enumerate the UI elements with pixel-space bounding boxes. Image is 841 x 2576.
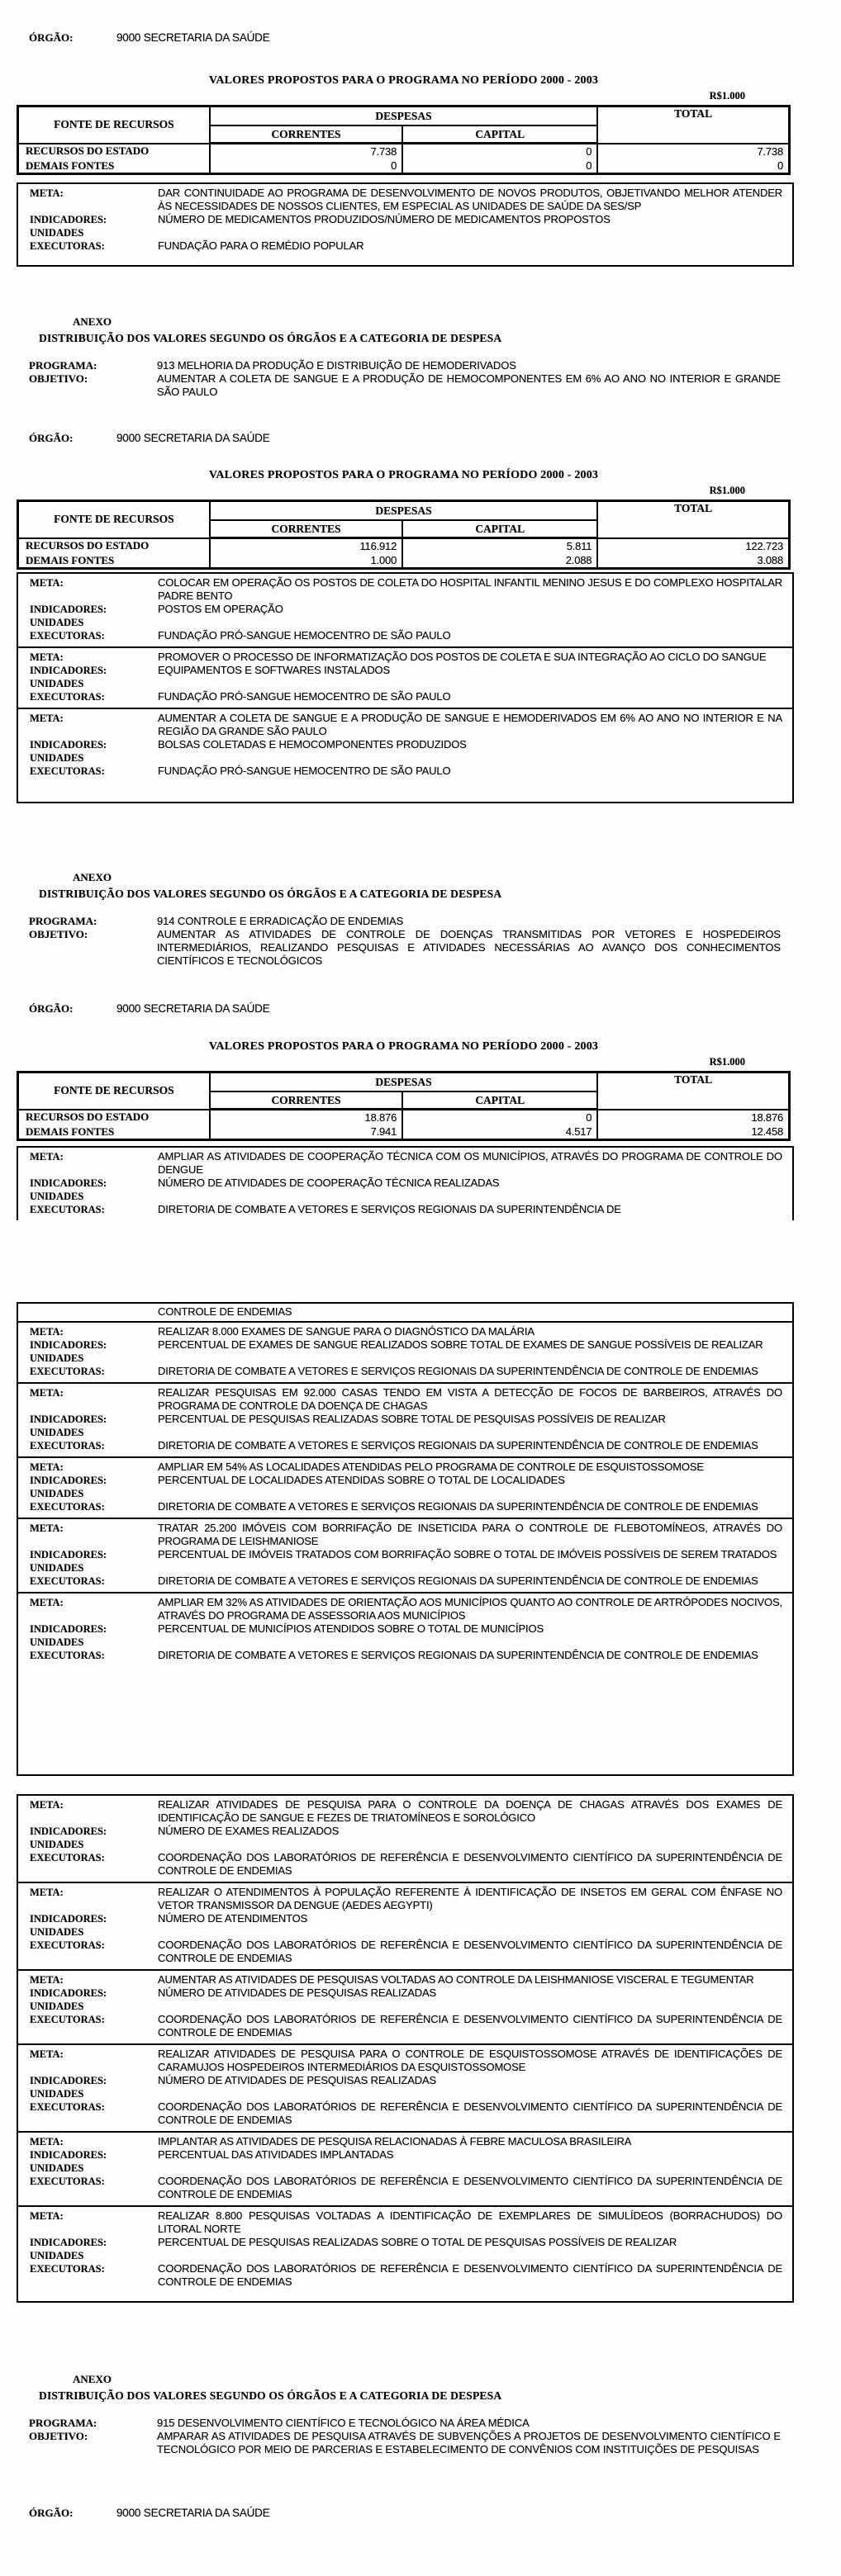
objetivo-value: AUMENTAR A COLETA DE SANGUE E A PRODUÇÃO DE HEMOCOMPONENTES EM 6% AO ANO NO INTERIOR E GRANDE SÃO PAULO [157,372,781,398]
correntes-cell: 18.876 [210,1110,402,1125]
executoras-label: EXECUTORAS: [30,2014,105,2025]
indicadores-text: PERCENTUAL DE PESQUISAS REALIZADAS SOBRE TOTAL DE PESQUISAS POSSÍVEIS DE REALIZAR [158,1413,666,1425]
meta-text: REALIZAR ATIVIDADES DE PESQUISA PARA O CONTROLE DA DOENÇA DE CHAGAS ATRAVÉS DOS EXAMES DE IDENTIFICAÇÃO DE SANGUE E FEZES DE TRIATOMÍNEOS E SOROLÓGICO [158,1798,782,1824]
programa-label: PROGRAMA: [29,359,97,372]
header-despesas: DESPESAS [210,501,598,521]
indicadores-label: INDICADORES: [30,1825,107,1837]
meta-group [18,1456,792,1518]
correntes-cell: 0 [210,159,402,174]
orgao-label: ÓRGÃO: [29,432,74,444]
distribuicao-title: DISTRIBUIÇÃO DOS VALORES SEGUNDO OS ÓRGÃOS E A CATEGORIA DE DESPESA [39,2389,502,2402]
meta-text: AMPLIAR EM 54% AS LOCALIDADES ATENDIDAS PELO PROGRAMA DE CONTROLE DE ESQUISTOSSOMOSE [158,1461,704,1473]
meta-label: META: [30,1799,64,1811]
meta-label: META: [30,1974,64,1986]
executoras-text: DIRETORIA DE COMBATE A VETORES E SERVIÇOS REGIONAIS DA SUPERINTENDÊNCIA DE CONTROLE DE ENDEMIAS [158,1500,758,1513]
fonte-cell: DEMAIS FONTES [18,1125,210,1140]
header-fonte: FONTE DE RECURSOS [18,107,210,144]
meta-group [18,1796,792,1882]
executoras-label: EXECUTORAS: [30,1650,105,1661]
meta-box-914-cont1 [17,1302,794,1776]
meta-group [18,2043,792,2131]
meta-group [18,2205,792,2293]
programa-value: 913 MELHORIA DA PRODUÇÃO E DISTRIBUIÇÃO DE HEMODERIVADOS [157,359,516,372]
orgao-row [17,2507,791,2520]
executoras-text: FUNDAÇÃO PRÓ-SANGUE HEMOCENTRO DE SÃO PAULO [158,629,451,642]
objetivo-value: AUMENTAR AS ATIVIDADES DE CONTROLE DE DOENÇAS TRANSMITIDAS POR VETORES E HOSPEDEIROS INTERMEDIÁRIOS, REALIZANDO PESQUISAS E ATIVIDADES NECESSÁRIAS AO AVANÇO DOS CONHECIMENTOS CIENTÍFICOS E TECNOLÓGICOS [157,928,781,967]
indicadores-label: INDICADORES: [30,1987,107,1999]
header-total: TOTAL [597,1073,789,1110]
meta-group [18,1518,792,1592]
executoras-text: DIRETORIA DE COMBATE A VETORES E SERVIÇOS REGIONAIS DA SUPERINTENDÊNCIA DE CONTROLE DE ENDEMIAS [158,1365,758,1377]
indicadores-text: NÚMERO DE ATIVIDADES DE PESQUISAS REALIZADAS [158,2074,437,2086]
indicadores-label: INDICADORES: [30,1475,107,1486]
funding-table-1 [17,105,791,175]
header-despesas: DESPESAS [210,107,598,126]
fonte-cell: RECURSOS DO ESTADO [18,538,210,554]
executoras-text: FUNDAÇÃO PRÓ-SANGUE HEMOCENTRO DE SÃO PAULO [158,765,451,777]
meta-label: META: [30,577,64,589]
executoras-label: EXECUTORAS: [30,691,105,703]
meta-group [18,184,792,257]
indicadores-text: EQUIPAMENTOS E SOFTWARES INSTALADOS [158,664,391,676]
indicadores-text: PERCENTUAL DE PESQUISAS REALIZADAS SOBRE O TOTAL DE PESQUISAS POSSÍVEIS DE REALIZAR [158,2236,677,2248]
currency-note: R$1.000 [709,485,745,496]
anexo-title: ANEXO [73,315,112,328]
indicadores-text: PERCENTUAL DE IMÓVEIS TRATADOS COM BORRIFAÇÃO SOBRE O TOTAL DE IMÓVEIS POSSÍVEIS DE SEREM TRATADOS [158,1548,777,1560]
orgao-label: ÓRGÃO: [29,1002,74,1015]
distribuicao-title: DISTRIBUIÇÃO DOS VALORES SEGUNDO OS ÓRGÃOS E A CATEGORIA DE DESPESA [39,332,502,344]
capital-cell: 0 [402,1110,597,1125]
orgao-value: 9000 SECRETARIA DA SAÚDE [116,432,270,444]
programa-label: PROGRAMA: [29,2417,97,2429]
meta-text: AUMENTAR A COLETA DE SANGUE E A PRODUÇÃO DE SANGUE E HEMODERIVADOS EM 6% AO ANO NO INTERIOR E NA REGIÃO DA GRANDE SÃO PAULO [158,712,782,737]
capital-cell: 4.517 [402,1125,597,1140]
executoras-text: COORDENAÇÃO DOS LABORATÓRIOS DE REFERÊNCIA E DESENVOLVIMENTO CIENTÍFICO DA SUPERINTENDÊNCIA DE CONTROLE DE ENDEMIAS [158,2262,782,2288]
indicadores-label: INDICADORES: [30,1549,107,1560]
executoras-label: EXECUTORAS: [30,240,105,252]
meta-text: REALIZAR PESQUISAS EM 92.000 CASAS TENDO EM VISTA A DETECÇÃO DE FOCOS DE BARBEIROS, ATRAVÉS DO PROGRAMA DE CONTROLE DA DOENÇA DE CHAGAS [158,1386,782,1412]
meta-text: DAR CONTINUIDADE AO PROGRAMA DE DESENVOLVIMENTO DE NOVOS PRODUTOS, OBJETIVANDO MELHOR ATENDER ÀS NECESSIDADES DE NOSSOS CLIENTES, EM ESPECIAL AS UNIDADES DE SAÚDE DA SES/SP [158,187,782,212]
executoras-label: EXECUTORAS: [30,1440,105,1451]
total-cell: 7.738 [597,144,789,159]
executoras-text: COORDENAÇÃO DOS LABORATÓRIOS DE REFERÊNCIA E DESENVOLVIMENTO CIENTÍFICO DA SUPERINTENDÊNCIA DE CONTROLE DE ENDEMIAS [158,2013,782,2039]
meta-box-914-head [17,1146,794,1220]
unidades-label: UNIDADES [30,1191,84,1202]
orgao-label: ÓRGÃO: [29,2507,74,2519]
executoras-label: EXECUTORAS: [30,1366,105,1377]
executoras-text: COORDENAÇÃO DOS LABORATÓRIOS DE REFERÊNCIA E DESENVOLVIMENTO CIENTÍFICO DA SUPERINTENDÊNCIA DE CONTROLE DE ENDEMIAS [158,1851,782,1877]
unidades-label: UNIDADES [30,227,84,239]
meta-text: AMPLIAR AS ATIVIDADES DE COOPERAÇÃO TÉCNICA COM OS MUNICÍPIOS, ATRAVÉS DO PROGRAMA DE CONTROLE DO DENGUE [158,1150,782,1176]
meta-text: AUMENTAR AS ATIVIDADES DE PESQUISAS VOLTADAS AO CONTROLE DA LEISHMANIOSE VISCERAL E TEGUMENTAR [158,1973,754,1986]
executoras-label: EXECUTORAS: [30,765,105,777]
orgao-row [17,1002,791,1016]
total-cell: 0 [597,159,789,174]
currency-note: R$1.000 [709,1056,745,1068]
meta-group [18,1882,792,1969]
executoras-text: COORDENAÇÃO DOS LABORATÓRIOS DE REFERÊNCIA E DESENVOLVIMENTO CIENTÍFICO DA SUPERINTENDÊNCIA DE CONTROLE DE ENDEMIAS [158,2175,782,2200]
meta-label: META: [30,651,64,663]
indicadores-label: INDICADORES: [30,665,107,676]
objetivo-row [17,2430,791,2456]
meta-group [18,1592,792,1666]
header-correntes: CORRENTES [210,520,402,538]
capital-cell: 5.811 [402,538,597,554]
programa-label: PROGRAMA: [29,915,97,927]
indicadores-label: INDICADORES: [30,1623,107,1635]
meta-label: META: [30,1522,64,1534]
indicadores-text: NÚMERO DE ATIVIDADES DE COOPERAÇÃO TÉCNICA REALIZADAS [158,1177,500,1189]
meta-box-furp [17,182,794,267]
table-row [18,159,790,174]
indicadores-text: NÚMERO DE ATENDIMENTOS [158,1912,308,1925]
total-cell: 18.876 [597,1110,789,1125]
indicadores-label: INDICADORES: [30,739,107,751]
meta-label: META: [30,1326,64,1338]
executoras-label: EXECUTORAS: [30,1852,105,1863]
indicadores-label: INDICADORES: [30,1413,107,1425]
funding-table-2 [17,500,791,570]
executoras-text: FUNDAÇÃO PARA O REMÉDIO POPULAR [158,239,364,252]
unidades-label: UNIDADES [30,617,84,628]
currency-note: R$1.000 [709,90,745,102]
meta-group [18,1382,792,1456]
meta-text: REALIZAR O ATENDIMENTOS À POPULAÇÃO REFERENTE À IDENTIFICAÇÃO DE INSETOS EM GERAL COM ÊNFASE NO VETOR TRANSMISSOR DA DENGUE (AEDES AEGYPTI) [158,1886,782,1911]
meta-label: META: [30,2136,64,2147]
valores-title: VALORES PROPOSTOS PARA O PROGRAMA NO PERÍODO 2000 - 2003 [208,1040,599,1053]
capital-cell: 0 [402,159,597,174]
programa-value: 915 DESENVOLVIMENTO CIENTÍFICO E TECNOLÓGICO NA ÁREA MÉDICA [157,2417,530,2429]
unidades-label: UNIDADES [30,752,84,764]
executoras-label: EXECUTORAS: [30,1204,105,1215]
meta-text: REALIZAR 8.800 PESQUISAS VOLTADAS A IDENTIFICAÇÃO DE EXEMPLARES DE SIMULÍDEOS (BORRACHUDOS) DO LITORAL NORTE [158,2209,782,2235]
indicadores-label: INDICADORES: [30,2149,107,2161]
orgao-value: 9000 SECRETARIA DA SAÚDE [116,31,270,44]
correntes-cell: 1.000 [210,553,402,569]
total-cell: 122.723 [597,538,789,554]
table-row [18,1110,790,1125]
orgao-value: 9000 SECRETARIA DA SAÚDE [116,2507,270,2519]
meta-group [18,708,792,782]
unidades-label: UNIDADES [30,2250,84,2261]
fonte-cell: RECURSOS DO ESTADO [18,144,210,159]
programa-value: 914 CONTROLE E ERRADICAÇÃO DE ENDEMIAS [157,915,404,927]
fonte-cell: DEMAIS FONTES [18,159,210,174]
objetivo-label: OBJETIVO: [29,928,88,940]
unidades-label: UNIDADES [30,678,84,689]
meta-text: REALIZAR ATIVIDADES DE PESQUISA PARA O CONTROLE DE ESQUISTOSSOMOSE ATRAVÉS DE IDENTIFICAÇÕES DE CARAMUJOS HOSPEDEIROS INTERMEDIÁRIOS DA ESQUISTOSSOMOSE [158,2048,782,2073]
meta-label: META: [30,1151,64,1163]
meta-group [18,1148,792,1220]
meta-label: META: [30,1597,64,1608]
header-correntes: CORRENTES [210,1091,402,1110]
meta-text: TRATAR 25.200 IMÓVEIS COM BORRIFAÇÃO DE INSETICIDA PARA O CONTROLE DE FLEBOTOMÍNEOS, ATRAVÉS DO PROGRAMA DE LEISHMANIOSE [158,1522,782,1547]
meta-label: META: [30,2210,64,2222]
unidades-label: UNIDADES [30,2088,84,2100]
meta-text: PROMOVER O PROCESSO DE INFORMATIZAÇÃO DOS POSTOS DE COLETA E SUA INTEGRAÇÃO AO CICLO DO SANGUE [158,651,767,663]
meta-label: META: [30,2048,64,2060]
indicadores-text: PERCENTUAL DE LOCALIDADES ATENDIDAS SOBRE O TOTAL DE LOCALIDADES [158,1474,565,1486]
anexo-title: ANEXO [73,871,112,883]
unidades-label: UNIDADES [30,1926,84,1938]
meta-box-914-cont2 [17,1794,794,2303]
correntes-cell: 7.941 [210,1125,402,1140]
meta-group [18,574,792,646]
executoras-text: COORDENAÇÃO DOS LABORATÓRIOS DE REFERÊNCIA E DESENVOLVIMENTO CIENTÍFICO DA SUPERINTENDÊNCIA DE CONTROLE DE ENDEMIAS [158,2100,782,2126]
unidades-label: UNIDADES [30,1839,84,1850]
objetivo-label: OBJETIVO: [29,372,88,385]
executoras-text: COORDENAÇÃO DOS LABORATÓRIOS DE REFERÊNCIA E DESENVOLVIMENTO CIENTÍFICO DA SUPERINTENDÊNCIA DE CONTROLE DE ENDEMIAS [158,1939,782,1964]
meta-label: META: [30,1887,64,1898]
executoras-label: EXECUTORAS: [30,2176,105,2187]
meta-label: META: [30,1461,64,1473]
header-fonte: FONTE DE RECURSOS [18,501,210,538]
indicadores-text: PERCENTUAL DAS ATIVIDADES IMPLANTADAS [158,2148,394,2161]
header-correntes: CORRENTES [210,125,402,144]
meta-text: COLOCAR EM OPERAÇÃO OS POSTOS DE COLETA DO HOSPITAL INFANTIL MENINO JESUS E DO COMPLEXO HOSPITALAR PADRE BENTO [158,576,782,602]
correntes-cell: 7.738 [210,144,402,159]
programa-row [17,915,791,928]
header-total: TOTAL [597,107,789,144]
executoras-label: EXECUTORAS: [30,2101,105,2113]
unidades-label: UNIDADES [30,1562,84,1574]
executoras-text: DIRETORIA DE COMBATE A VETORES E SERVIÇOS REGIONAIS DA SUPERINTENDÊNCIA DE CONTROLE DE ENDEMIAS [158,1439,758,1451]
table-row [18,553,790,569]
anexo-section-914 [17,871,791,968]
indicadores-text: PERCENTUAL DE MUNICÍPIOS ATENDIDOS SOBRE O TOTAL DE MUNICÍPIOS [158,1622,544,1635]
meta-label: META: [30,187,64,199]
executoras-text: DIRETORIA DE COMBATE A VETORES E SERVIÇOS REGIONAIS DA SUPERINTENDÊNCIA DE [158,1203,621,1215]
orgao-row [17,31,791,45]
capital-cell: 0 [402,144,597,159]
programa-row [17,2417,791,2430]
objetivo-value: AMPARAR AS ATIVIDADES DE PESQUISA ATRAVÉS DE SUBVENÇÕES A PROJETOS DE DESENVOLVIMENTO CIENTÍFICO E TECNOLÓGICO POR MEIO DE PARCERIAS E ESTABELECIMENTO DE CONVÊNIOS COM INSTITUIÇÕES DE PESQUISAS [157,2430,781,2455]
executoras-text: FUNDAÇÃO PRÓ-SANGUE HEMOCENTRO DE SÃO PAULO [158,690,451,703]
meta-group-list [18,1323,792,1666]
indicadores-text: NÚMERO DE EXAMES REALIZADOS [158,1825,340,1837]
header-total: TOTAL [597,501,789,538]
indicadores-text: NÚMERO DE ATIVIDADES DE PESQUISAS REALIZADAS [158,1986,437,1999]
continuation-text: CONTROLE DE ENDEMIAS [158,1305,292,1318]
indicadores-text: BOLSAS COLETADAS E HEMOCOMPONENTES PRODUZIDOS [158,738,467,751]
total-cell: 3.088 [597,553,789,569]
anexo-section-913 [17,315,791,399]
meta-group [18,1323,792,1382]
valores-section-3 [17,1040,791,1141]
orgao-label: ÓRGÃO: [29,31,74,44]
funding-table-3 [17,1071,791,1141]
meta-box-913 [17,572,794,803]
indicadores-text: NÚMERO DE MEDICAMENTOS PRODUZIDOS/NÚMERO DE MEDICAMENTOS PROPOSTOS [158,213,611,225]
indicadores-label: INDICADORES: [30,214,107,225]
distribuicao-title: DISTRIBUIÇÃO DOS VALORES SEGUNDO OS ÓRGÃOS E A CATEGORIA DE DESPESA [39,888,502,900]
unidades-label: UNIDADES [30,1488,84,1499]
fonte-cell: RECURSOS DO ESTADO [18,1110,210,1125]
continuation-row [18,1304,792,1323]
unidades-label: UNIDADES [30,1352,84,1364]
executoras-text: DIRETORIA DE COMBATE A VETORES E SERVIÇOS REGIONAIS DA SUPERINTENDÊNCIA DE CONTROLE DE ENDEMIAS [158,1649,758,1661]
fonte-cell: DEMAIS FONTES [18,553,210,569]
executoras-label: EXECUTORAS: [30,1939,105,1951]
unidades-label: UNIDADES [30,1427,84,1438]
meta-text: IMPLANTAR AS ATIVIDADES DE PESQUISA RELACIONADAS À FEBRE MACULOSA BRASILEIRA [158,2135,632,2147]
indicadores-label: INDICADORES: [30,2237,107,2248]
indicadores-label: INDICADORES: [30,1177,107,1189]
meta-label: META: [30,1387,64,1399]
table-row [18,1125,790,1140]
valores-title: VALORES PROPOSTOS PARA O PROGRAMA NO PERÍODO 2000 - 2003 [208,74,599,87]
unidades-label: UNIDADES [30,1636,84,1648]
meta-group [18,646,792,708]
header-despesas: DESPESAS [210,1073,598,1092]
meta-text: REALIZAR 8.000 EXAMES DE SANGUE PARA O DIAGNÓSTICO DA MALÁRIA [158,1325,535,1338]
unidades-label: UNIDADES [30,2001,84,2012]
unidades-label: UNIDADES [30,2162,84,2174]
executoras-label: EXECUTORAS: [30,630,105,642]
indicadores-label: INDICADORES: [30,2075,107,2086]
meta-group [18,2131,792,2205]
header-capital: CAPITAL [402,125,597,144]
total-cell: 12.458 [597,1125,789,1140]
meta-label: META: [30,713,64,724]
header-capital: CAPITAL [402,1091,597,1110]
valores-title: VALORES PROPOSTOS PARA O PROGRAMA NO PERÍODO 2000 - 2003 [208,469,599,481]
header-fonte: FONTE DE RECURSOS [18,1073,210,1110]
indicadores-label: INDICADORES: [30,1339,107,1351]
executoras-label: EXECUTORAS: [30,1575,105,1587]
orgao-row [17,432,791,445]
indicadores-label: INDICADORES: [30,604,107,615]
indicadores-text: PERCENTUAL DE EXAMES DE SANGUE REALIZADOS SOBRE TOTAL DE EXAMES DE SANGUE POSSÍVEIS DE REALIZAR [158,1338,763,1351]
meta-group [18,1969,792,2043]
capital-cell: 2.088 [402,553,597,569]
programa-row [17,359,791,372]
executoras-label: EXECUTORAS: [30,1501,105,1513]
meta-text: AMPLIAR EM 32% AS ATIVIDADES DE ORIENTAÇÃO AOS MUNICÍPIOS QUANTO AO CONTROLE DE ARTRÓPODES NOCIVOS, ATRAVÉS DO PROGRAMA DE ASSESSORIA AOS MUNICÍPIOS [158,1596,782,1622]
table-row [18,538,790,554]
valores-section-1 [17,74,791,175]
correntes-cell: 116.912 [210,538,402,554]
indicadores-text: POSTOS EM OPERAÇÃO [158,603,283,615]
table-row [18,144,790,159]
executoras-text: DIRETORIA DE COMBATE A VETORES E SERVIÇOS REGIONAIS DA SUPERINTENDÊNCIA DE CONTROLE DE ENDEMIAS [158,1574,758,1587]
executoras-label: EXECUTORAS: [30,2263,105,2275]
anexo-title: ANEXO [73,2373,112,2385]
objetivo-row [17,372,791,399]
indicadores-label: INDICADORES: [30,1913,107,1925]
valores-section-2 [17,469,791,570]
objetivo-row [17,928,791,968]
objetivo-label: OBJETIVO: [29,2430,88,2442]
anexo-section-915 [17,2373,791,2456]
orgao-value: 9000 SECRETARIA DA SAÚDE [116,1002,270,1015]
header-capital: CAPITAL [402,520,597,538]
